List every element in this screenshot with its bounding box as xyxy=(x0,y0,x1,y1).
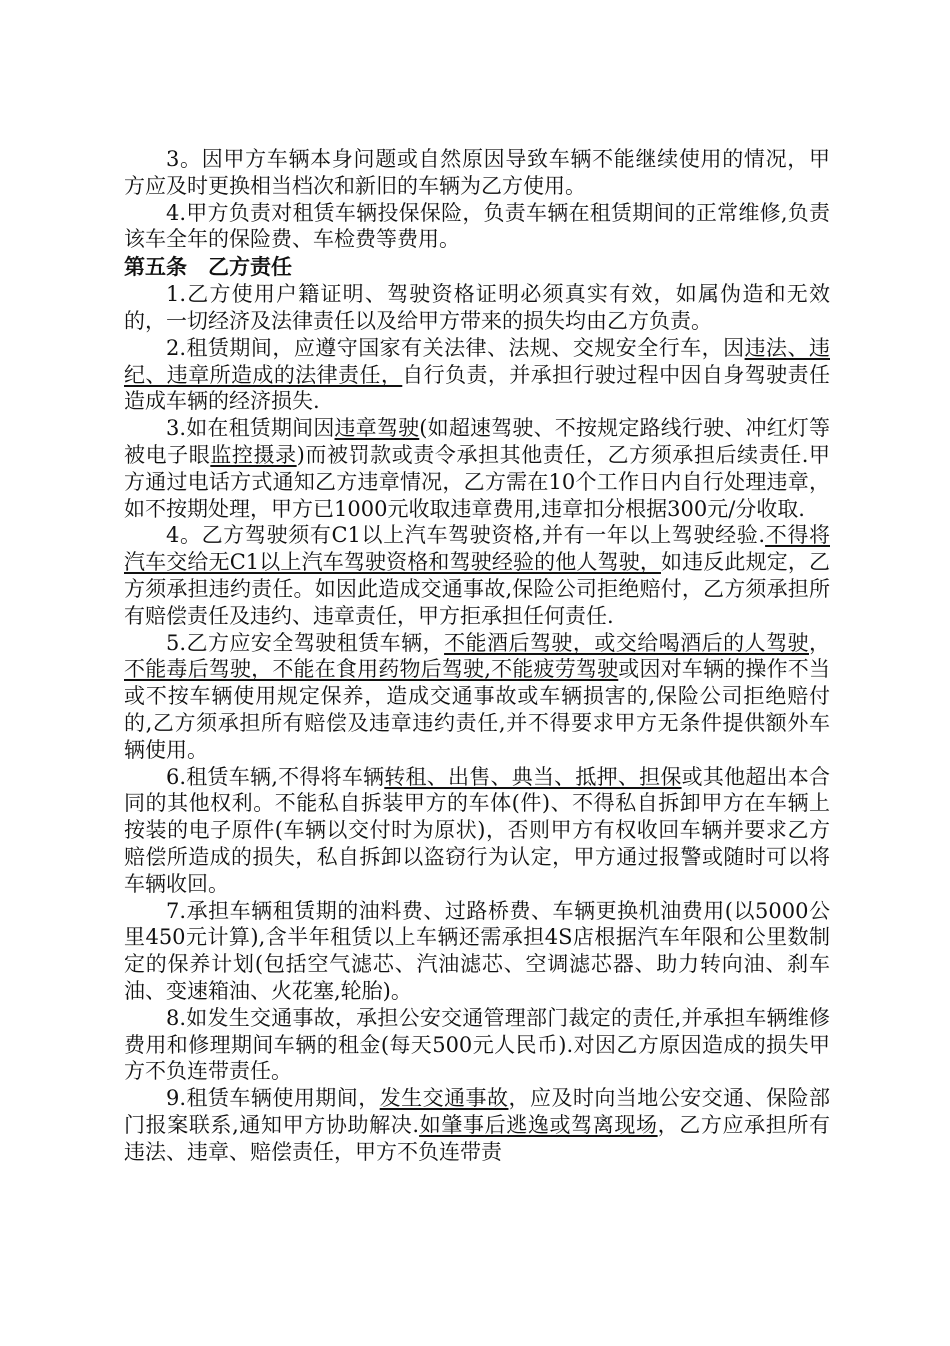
section5-item-4 xyxy=(124,522,830,629)
section5-heading: 第五条 乙方责任 xyxy=(124,255,292,280)
section4-item-4: 4.甲方负责对租赁车辆投保保险，负责车辆在租赁期间的正常维修,负责该车全年的保险费、车检费等费用。 xyxy=(124,200,830,252)
item3-text-c: (如超速驾驶、不按规定路线行驶、冲红灯等被电子眼 xyxy=(124,416,830,467)
item9-text-a: 9.租赁车辆使用期间， xyxy=(166,1086,380,1111)
item3-underlined-text-2: 监控摄录 xyxy=(210,442,297,467)
document-body xyxy=(124,146,830,1165)
section5-item-5 xyxy=(124,630,830,764)
item5-text-a: 5.乙方应安全驾驶租赁车辆， xyxy=(166,630,445,655)
item5-text-e: 或因对车辆的操作不当或不按车辆使用规定保养，造成交通事故或车辆损害的,保险公司拒绝赔付的,乙方须承担所有赔偿及违章违约责任,并不得要求甲方无条件提供额外车辆使用。 xyxy=(124,657,830,762)
item2-text-c: 自行负责，并承担行驶过程中因自身驾驶责任造成车辆的经济损失. xyxy=(124,362,830,414)
item4-underlined-text: 不得将汽车交给无C1以上汽车驾驶资格和驾驶经验的他人驾驶， xyxy=(124,523,830,575)
item4-text-a: 4。乙方驾驶须有C1以上汽车驾驶资格,并有一年以上驾驶经验. xyxy=(166,523,766,548)
section4-item-3: 3。因甲方车辆本身问题或自然原因导致车辆不能继续使用的情况，甲方应及时更换相当档次和新旧的车辆为乙方使用。 xyxy=(124,147,830,198)
item6-underlined-text: 转租、出售、典当、抵押、担保 xyxy=(384,764,682,789)
item9-underlined-text-1: 发生交通事故 xyxy=(379,1086,509,1111)
item3-underlined-text-1: 违章驾驶 xyxy=(334,416,420,441)
section5-item-2 xyxy=(124,335,830,415)
item9-text-c: ，应及时向当地公安交通、保险部门报案联系,通知甲方协助解决. xyxy=(124,1086,830,1137)
section5-item-1: 1.乙方使用户籍证明、驾驶资格证明必须真实有效，如属伪造和无效的，一切经济及法律责任以及给甲方带来的损失均由乙方负责。 xyxy=(124,282,830,333)
section5-item-3 xyxy=(124,415,830,522)
item4-text-c: 如违反此规定，乙方须承担违约责任。如因此造成交通事故,保险公司拒绝赔付，乙方须承担所有赔偿责任及违约、违章责任，甲方拒承担任何责任. xyxy=(124,550,830,628)
item5-underlined-text-1: 不能酒后驾驶，或交给喝酒后的人驾驶 xyxy=(444,630,809,655)
section5-item-6 xyxy=(124,764,830,898)
section5-item-9 xyxy=(124,1085,830,1165)
item6-text-a: 6.租赁车辆,不得将车辆 xyxy=(166,764,385,789)
item6-text-c: 或其他超出本合同的其他权利。不能私自拆装甲方的车体(件)、不得私自拆卸甲方在车辆上按装的电子原件(车辆以交付时为原状)，否则甲方有权收回车辆并要求乙方赔偿所造成的损失，私自拆卸以盗窃行为认定，甲方通过报警或随时可以将车辆收回。 xyxy=(124,764,831,896)
item5-text-c: ， xyxy=(809,630,830,655)
item9-underlined-text-2: 如肇事后逃逸或驾离现场 xyxy=(419,1112,658,1137)
item2-text-a: 2.租赁期间，应遵守国家有关法律、法规、交规安全行车，因 xyxy=(166,335,745,360)
item3-text-e: )而被罚款或责令承担其他责任，乙方须承担后续责任.甲方通过电话方式通知乙方违章情况，乙方需在10个工作日内自行处理违章，如不按期处理，甲方已1000元收取违章费用,违章扣分根据300元/分收取. xyxy=(124,442,831,521)
item2-underlined-text: 违法、违纪、违章所造成的法律责任， xyxy=(124,335,830,387)
item3-text-a: 3.如在租赁期间因 xyxy=(166,416,335,441)
item5-underlined-text-2: 不能毒后驾驶，不能在食用药物后驾驶,不能疲劳驾驶 xyxy=(124,657,619,682)
section5-item-7: 7.承担车辆租赁期的油料费、过路桥费、车辆更换机油费用(以5000公里450元计算),含半年租赁以上车辆还需承担4S店根据汽车年限和公里数制定的保养计划(包括空气滤芯、汽油滤芯、空调滤芯器、助力转向油、刹车油、变速箱油、火花塞,轮胎)。 xyxy=(124,898,830,1003)
item9-text-e: ，乙方应承担所有违法、违章、赔偿责任，甲方不负连带责 xyxy=(124,1112,831,1164)
section5-item-8: 8.如发生交通事故，承担公安交通管理部门裁定的责任,并承担车辆维修费用和修理期间车辆的租金(每天500元人民币).对因乙方原因造成的损失甲方不负连带责任。 xyxy=(124,1005,830,1084)
